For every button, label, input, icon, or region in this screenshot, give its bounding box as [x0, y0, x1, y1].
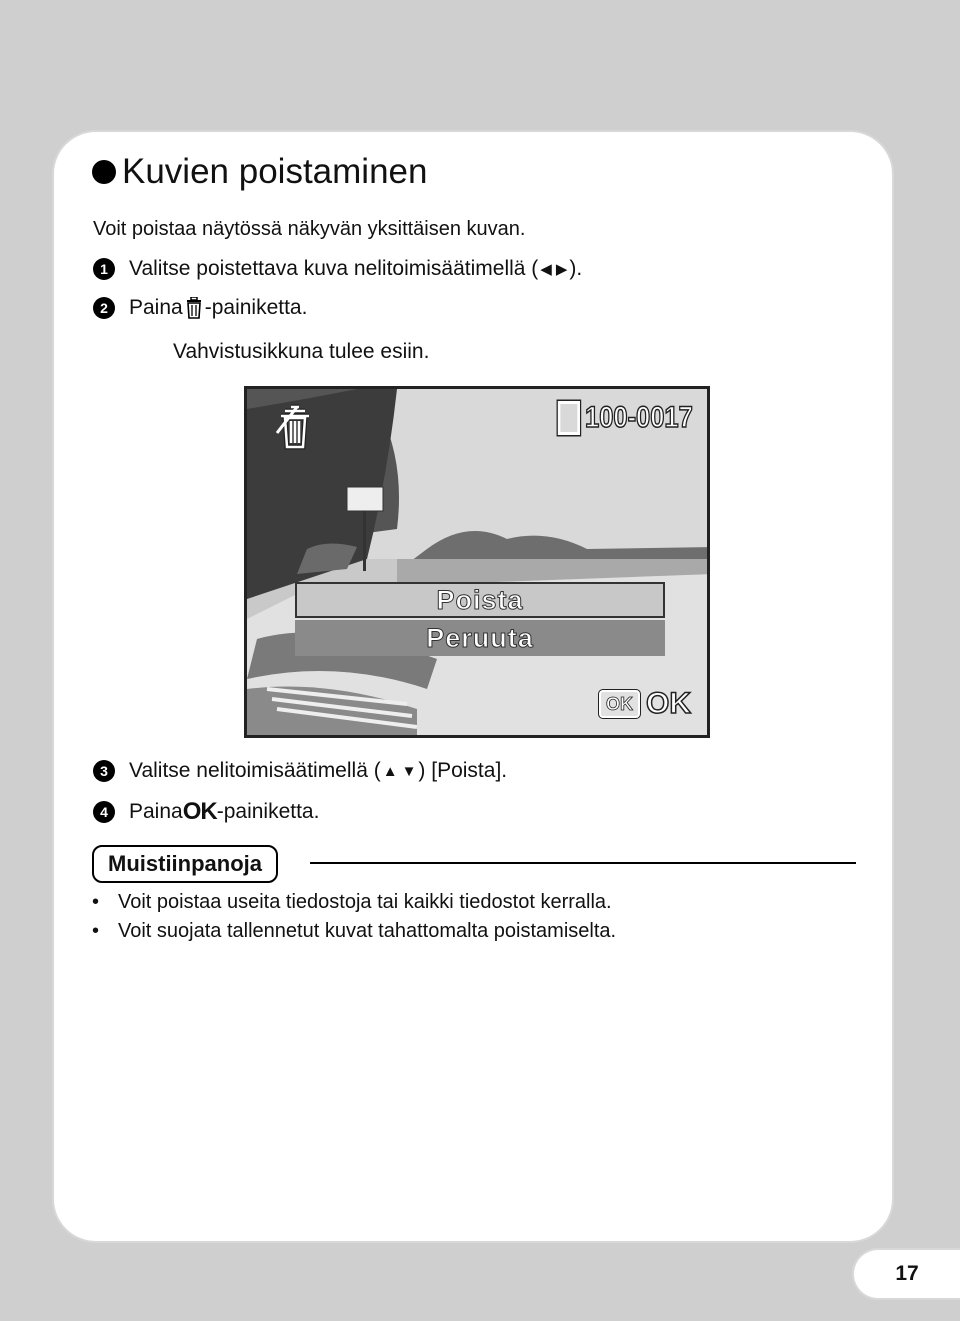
step-2-note: Vahvistusikkuna tulee esiin.: [173, 340, 430, 363]
camera-lcd-screen: [244, 386, 710, 738]
step-text: Valitse nelitoimisäätimellä (: [129, 759, 381, 782]
bullet-icon: •: [92, 891, 100, 913]
ok-label: OK: [646, 687, 691, 720]
step-2: [93, 296, 307, 320]
step-number: 3: [93, 760, 115, 782]
up-arrow-icon: ▲: [382, 762, 398, 780]
step-text-end: ).: [569, 257, 583, 280]
memo-heading: Muistiinpanoja: [92, 845, 278, 883]
step-number: 1: [93, 258, 115, 280]
step-text-end: ) [Poista].: [418, 759, 508, 782]
ok-button-icon: OK: [599, 690, 640, 718]
step-3: [93, 759, 507, 783]
step-text: Paina: [129, 296, 183, 319]
menu-option-delete[interactable]: Poista: [295, 582, 665, 618]
trash-icon: [185, 297, 203, 319]
right-arrow-icon: ▶: [555, 261, 568, 278]
delete-mode-icon: [271, 403, 319, 451]
memory-card-icon: [558, 401, 580, 435]
ok-hint: [599, 687, 691, 721]
step-text-end: -painiketta.: [204, 296, 308, 319]
bullet-icon: •: [92, 920, 100, 942]
step-text: Paina: [129, 800, 183, 823]
memo-bullet: [92, 920, 616, 943]
page-number: 17: [852, 1248, 960, 1300]
ok-button-glyph: OK: [182, 798, 217, 825]
section-title: [92, 152, 427, 192]
step-number: 2: [93, 297, 115, 319]
memo-bullet: [92, 891, 612, 914]
memo-bullet-text: Voit poistaa useita tiedostoja tai kaikki tiedostot kerralla.: [118, 891, 612, 913]
menu-option-cancel[interactable]: Peruuta: [295, 620, 665, 656]
step-number: 4: [93, 801, 115, 823]
step-1: [93, 257, 582, 281]
left-arrow-icon: ◀: [540, 261, 552, 278]
memo-divider: [310, 862, 856, 864]
step-text-end: -painiketta.: [216, 800, 320, 823]
section-title-text: Kuvien poistaminen: [122, 152, 428, 191]
step-4: [93, 798, 319, 826]
step-text: Valitse poistettava kuva nelitoimisäätimellä (: [129, 257, 539, 280]
file-number: [558, 401, 693, 435]
file-number-text: 100-0017: [585, 401, 693, 434]
memo-bullet-text: Voit suojata tallennetut kuvat tahattomalta poistamiselta.: [118, 920, 617, 942]
down-arrow-icon: ▼: [401, 762, 417, 780]
bullet-dot-icon: [92, 160, 116, 184]
intro-text: Voit poistaa näytössä näkyvän yksittäisen kuvan.: [93, 218, 526, 240]
